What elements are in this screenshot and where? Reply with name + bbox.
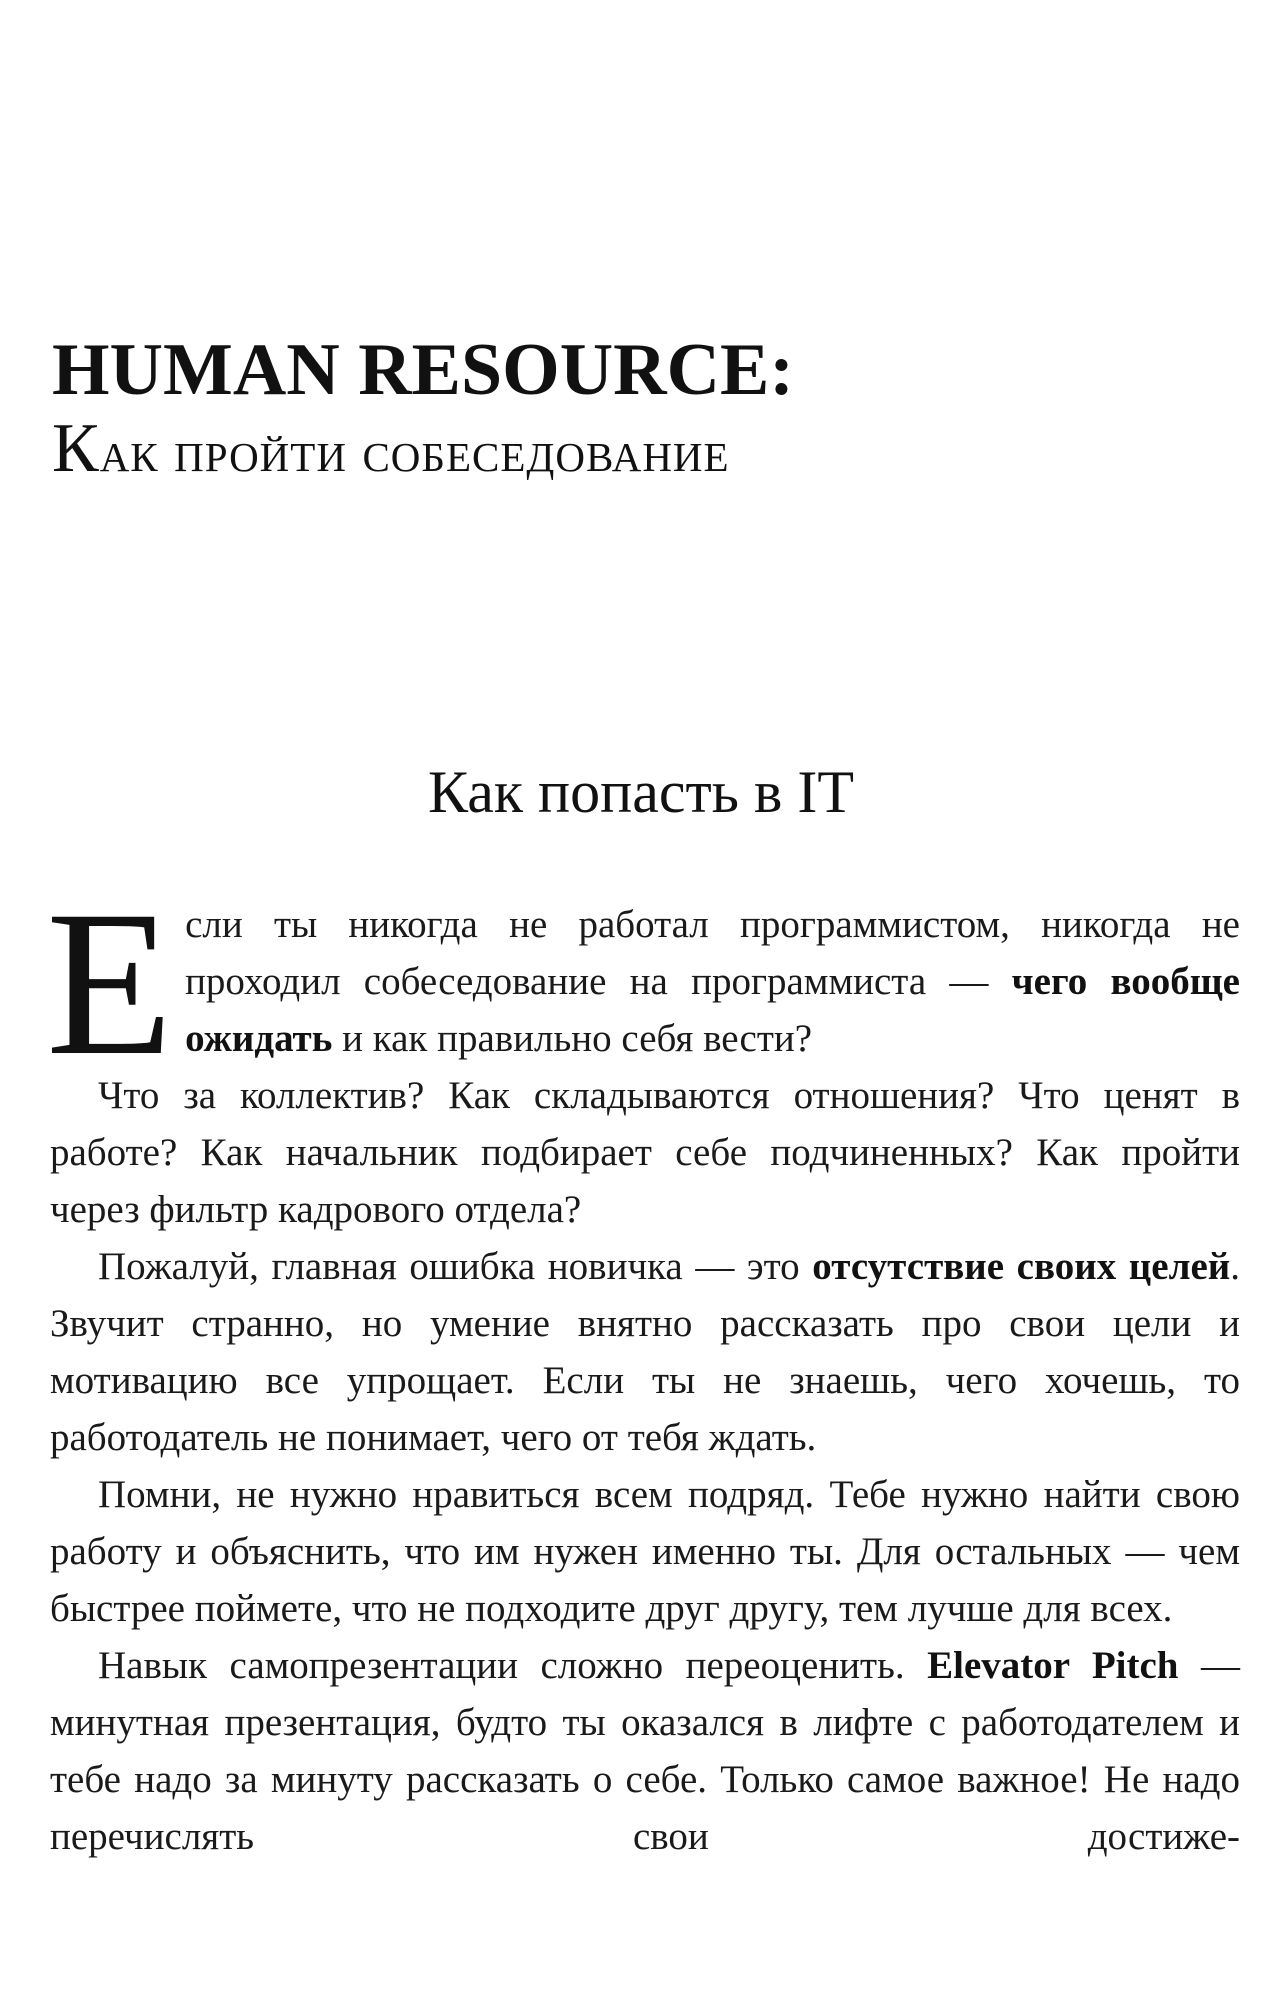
chapter-title-line2 xyxy=(52,409,1232,492)
drop-cap: Е xyxy=(46,868,174,1098)
paragraph-5-bold: Elevator Pitch xyxy=(927,1644,1179,1687)
paragraph-3-bold: отсутствие своих целей xyxy=(812,1245,1231,1288)
paragraph-1 xyxy=(46,868,1240,1098)
paragraph-1-text-b: и как правильно себя вести? xyxy=(332,1017,813,1060)
paragraph-5-text-a: Навык самопрезентации сложно переоценить. xyxy=(98,1644,928,1687)
paragraph-4: Помни, не нужно нравиться всем подряд. Тебе нужно найти свою работу и объяснить, что им нужен именно ты. Для остальных — чем быстрее поймете, что не подходите друг другу, тем лучше для всех. xyxy=(50,1473,1240,1630)
chapter-title-line1: HUMAN RESOURCE: xyxy=(52,329,795,411)
paragraph-5-text-b: — минутная презентация, будто ты оказался в лифте с работодателем и тебе надо за минуту рассказать о себе. Только самое важное! Не надо перечислять свои достиже- xyxy=(50,1644,1241,1858)
paragraph-1-bold: чего вообще ожидать xyxy=(185,960,1240,1060)
paragraph-3 xyxy=(50,1238,1240,1466)
paragraph-2: Что за коллектив? Как складываются отношения? Что ценят в работе? Как начальник подбирает себе подчиненных? Как пройти через фильтр кадрового отдела? xyxy=(50,1074,1240,1231)
paragraph-3-text-a: Пожалуй, главная ошибка новичка — это xyxy=(98,1245,813,1288)
paragraph-5 xyxy=(50,1637,1240,1865)
body-text xyxy=(46,868,1241,1865)
chapter-title xyxy=(52,325,1232,492)
paragraph-1-text-a: сли ты никогда не работал программистом, никогда не проходил собеседование на программиста — xyxy=(185,903,1240,1003)
section-heading: Как попасть в IT xyxy=(427,759,855,825)
paragraph-3-text-b: . Звучит странно, но умение внятно рассказать про свои цели и мотивацию все упрощает. Если ты не знаешь, чего хочешь, то работодатель не понимает, чего от тебя ждать. xyxy=(50,1245,1240,1459)
chapter-title-rest: ак пройти собеседование xyxy=(99,419,730,484)
chapter-title-initial: К xyxy=(52,410,100,487)
